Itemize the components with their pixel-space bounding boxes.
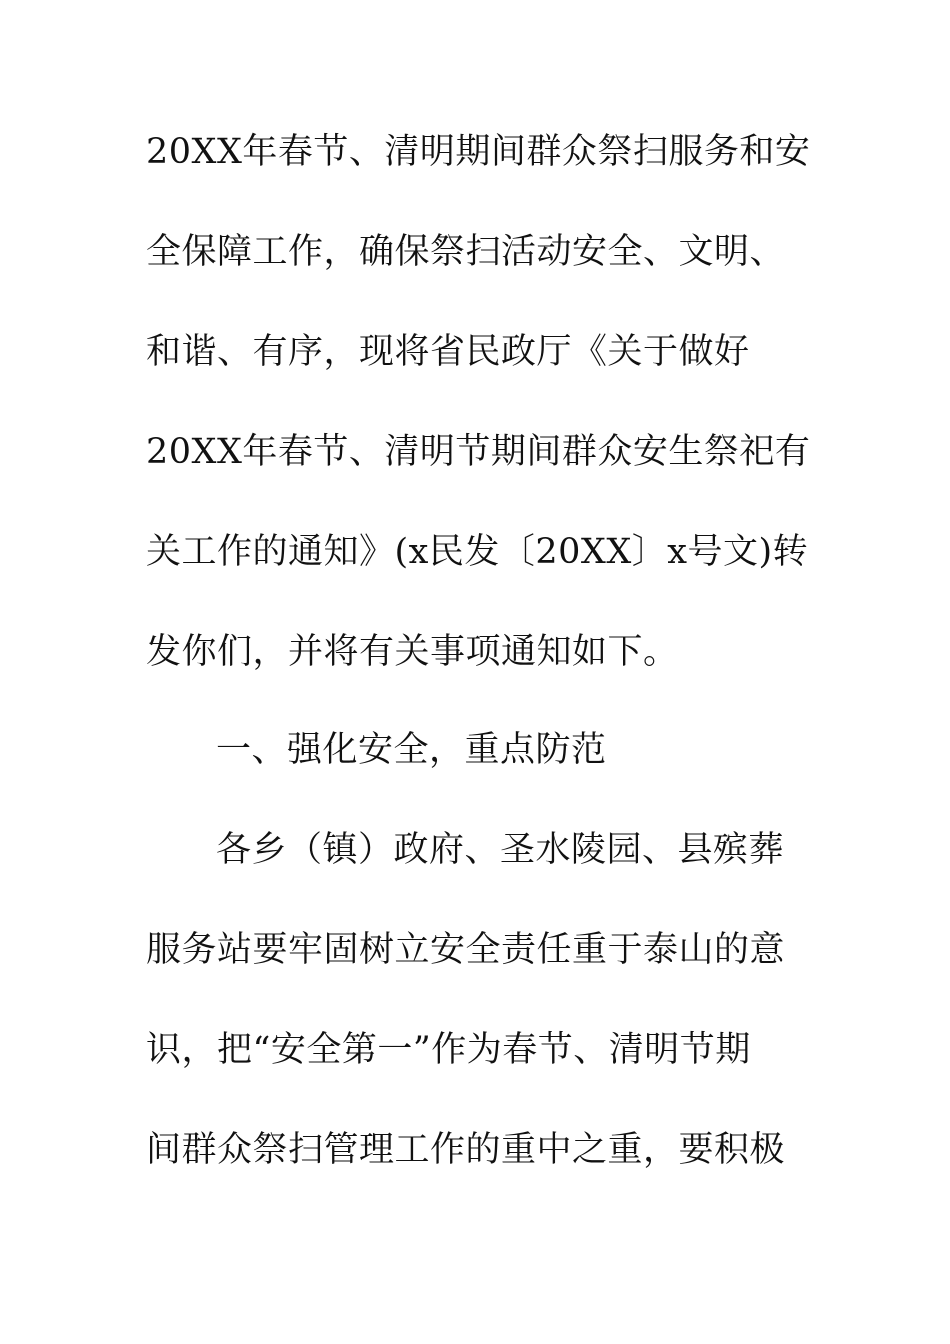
section-heading: 一、强化安全，重点防范 <box>216 730 607 770</box>
paragraph-line: 服务站要牢固树立安全责任重于泰山的意 <box>146 930 786 970</box>
paragraph-line: 识，把“安全第一”作为春节、清明节期 <box>146 1030 751 1070</box>
paragraph-line: 关工作的通知》(x民发〔20XX〕x号文)转 <box>146 532 809 572</box>
paragraph-line: 发你们，并将有关事项通知如下。 <box>146 632 679 672</box>
paragraph-line: 和谐、有序，现将省民政厅《关于做好 <box>146 332 750 372</box>
paragraph-line: 20XX年春节、清明节期间群众安生祭祀有 <box>146 432 811 472</box>
paragraph-line: 全保障工作，确保祭扫活动安全、文明、 <box>146 232 786 272</box>
paragraph-line: 各乡（镇）政府、圣水陵园、县殡葬 <box>216 830 785 870</box>
paragraph-line: 20XX年春节、清明期间群众祭扫服务和安 <box>146 132 811 172</box>
paragraph-line: 间群众祭扫管理工作的重中之重，要积极 <box>146 1130 786 1170</box>
